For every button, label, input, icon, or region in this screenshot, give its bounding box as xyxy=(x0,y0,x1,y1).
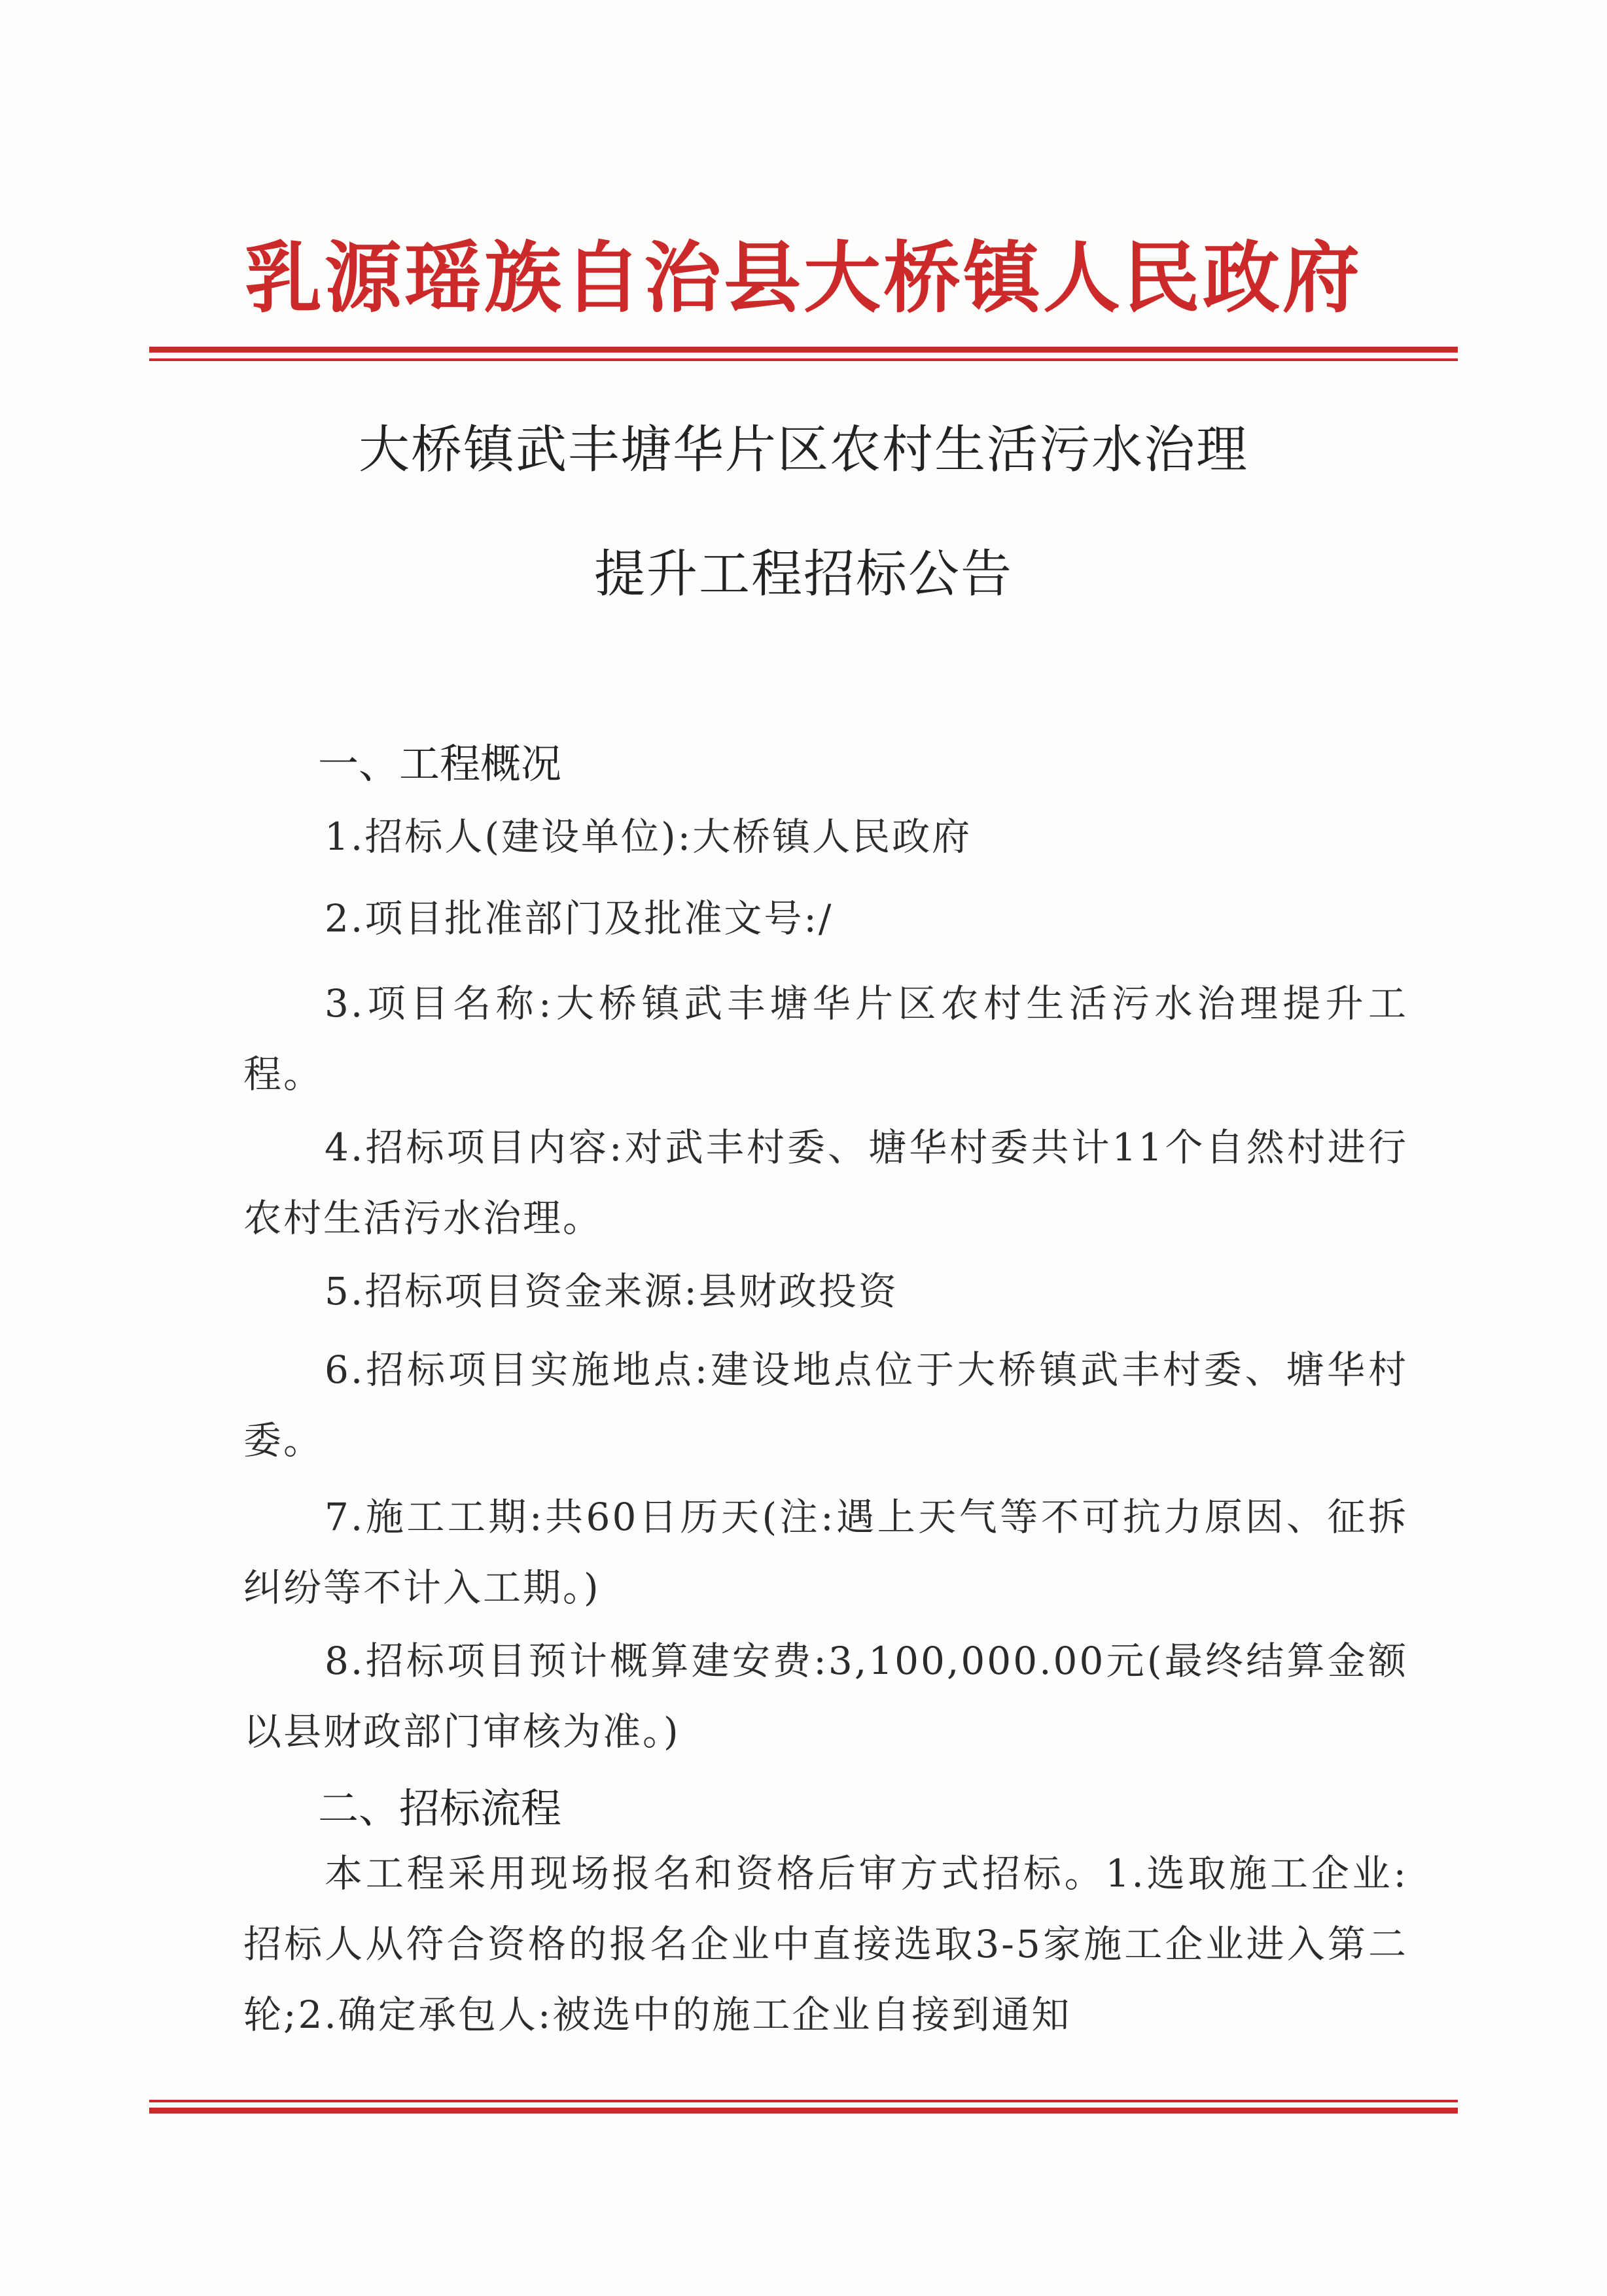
overview-item-7: 7.施工工期:共60日历天(注:遇上天气等不可抗力原因、征拆纠纷等不计入工期。) xyxy=(243,1495,1408,1610)
divider-thin-line xyxy=(149,358,1458,361)
footer-thin-line xyxy=(149,2100,1458,2102)
process-paragraph: 本工程采用现场报名和资格后审方式招标。1.选取施工企业:招标人从符合资格的报名企业中直接选取3-5家施工企业进入第二轮;2.确定承包人:被选中的施工企业自接到通知 xyxy=(243,1851,1408,2037)
overview-item-5: 5.招标项目资金来源:县财政投资 xyxy=(325,1269,898,1313)
divider-thick-line xyxy=(149,347,1458,353)
section-heading-process: 二、招标流程 xyxy=(318,1784,562,1832)
overview-item-3: 3.项目名称:大桥镇武丰塘华片区农村生活污水治理提升工程。 xyxy=(243,981,1408,1096)
letterhead-org-name: 乳源瑶族自治县大桥镇人民政府 xyxy=(244,232,1362,323)
overview-item-6: 6.招标项目实施地点:建设地点位于大桥镇武丰村委、塘华村委。 xyxy=(243,1348,1408,1463)
document-title-line1: 大桥镇武丰塘华片区农村生活污水治理 xyxy=(358,421,1248,479)
footer-thick-line xyxy=(149,2108,1458,2113)
overview-item-4: 4.招标项目内容:对武丰村委、塘华村委共计11个自然村进行农村生活污水治理。 xyxy=(243,1125,1408,1240)
overview-item-2: 2.项目批准部门及批准文号:/ xyxy=(325,896,834,941)
document-title-line2: 提升工程招标公告 xyxy=(593,545,1013,604)
overview-item-1: 1.招标人(建设单位):大桥镇人民政府 xyxy=(325,814,972,859)
section-heading-overview: 一、工程概况 xyxy=(318,740,562,788)
overview-item-8: 8.招标项目预计概算建安费:3,100,000.00元(最终结算金额以县财政部门审核为准。) xyxy=(243,1639,1408,1754)
